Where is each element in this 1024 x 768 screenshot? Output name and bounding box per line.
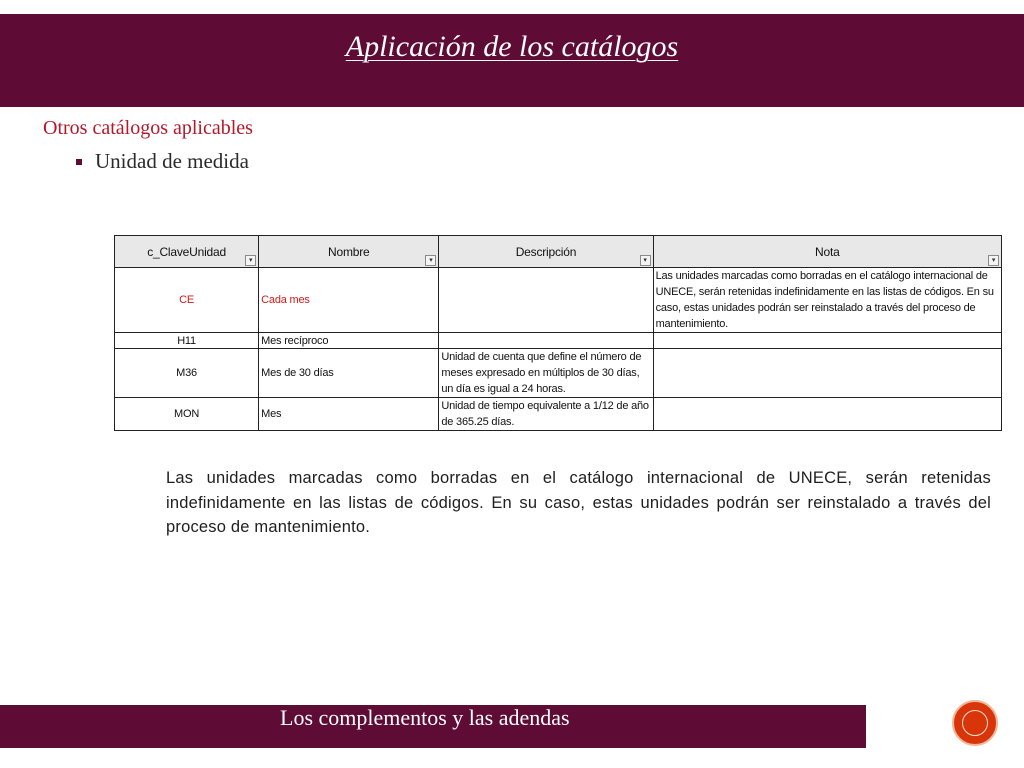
filter-dropdown-icon[interactable]: ▾ bbox=[988, 255, 999, 266]
cell-nota: Las unidades marcadas como borradas en el catálogo internacional de UNECE, serán retenidas indefinidamente en las listas de códigos. En su caso, estas unidades podrán ser reinstalado a través del proceso de mantenimiento. bbox=[653, 268, 1001, 333]
bullet-label: Unidad de medida bbox=[95, 149, 249, 173]
unit-catalog-table bbox=[114, 235, 1002, 431]
cell-descripcion bbox=[439, 333, 653, 349]
cell-clave: MON bbox=[115, 398, 259, 431]
cell-nota bbox=[653, 398, 1001, 431]
cell-nombre: Mes recíproco bbox=[259, 333, 439, 349]
logo-icon bbox=[952, 700, 998, 746]
filter-active-icon[interactable]: ▾ bbox=[425, 255, 436, 266]
filter-dropdown-icon[interactable]: ▾ bbox=[245, 255, 256, 266]
column-header-nombre: Nombre ▾ bbox=[259, 236, 439, 268]
section-subtitle: Otros catálogos aplicables bbox=[43, 117, 253, 139]
cell-nombre: Mes de 30 días bbox=[259, 349, 439, 398]
column-header-clave: c_ClaveUnidad ▾ bbox=[115, 236, 259, 268]
cell-nombre: Mes bbox=[259, 398, 439, 431]
table-row bbox=[115, 398, 1002, 431]
page-title: Aplicación de los catálogos bbox=[345, 30, 679, 63]
cell-descripcion: Unidad de cuenta que define el número de meses expresado en múltiplos de 30 días, un día es igual a 24 horas. bbox=[439, 349, 653, 398]
table-header-row bbox=[115, 236, 1002, 268]
bullet-square-icon bbox=[76, 159, 82, 165]
cell-clave: H11 bbox=[115, 333, 259, 349]
table-row bbox=[115, 268, 1002, 333]
cell-nombre: Cada mes bbox=[259, 268, 439, 333]
cell-clave: M36 bbox=[115, 349, 259, 398]
bullet-item bbox=[76, 149, 249, 174]
cell-descripcion: Unidad de tiempo equivalente a 1/12 de año de 365.25 días. bbox=[439, 398, 653, 431]
note-paragraph: Las unidades marcadas como borradas en el catálogo internacional de UNECE, serán retenidas indefinidamente en las listas de códigos. En su caso, estas unidades podrán ser reinstalado a través del proceso de mantenimiento. bbox=[166, 469, 991, 536]
filter-dropdown-icon[interactable]: ▾ bbox=[640, 255, 651, 266]
cell-nota bbox=[653, 333, 1001, 349]
logo-inner-ring bbox=[962, 710, 988, 736]
cell-nota bbox=[653, 349, 1001, 398]
table-row bbox=[115, 349, 1002, 398]
column-header-descripcion: Descripción ▾ bbox=[439, 236, 653, 268]
table-row bbox=[115, 333, 1002, 349]
cell-clave: CE bbox=[115, 268, 259, 333]
footer-title: Los complementos y las adendas bbox=[280, 705, 570, 730]
column-header-nota: Nota ▾ bbox=[653, 236, 1001, 268]
cell-descripcion bbox=[439, 268, 653, 333]
